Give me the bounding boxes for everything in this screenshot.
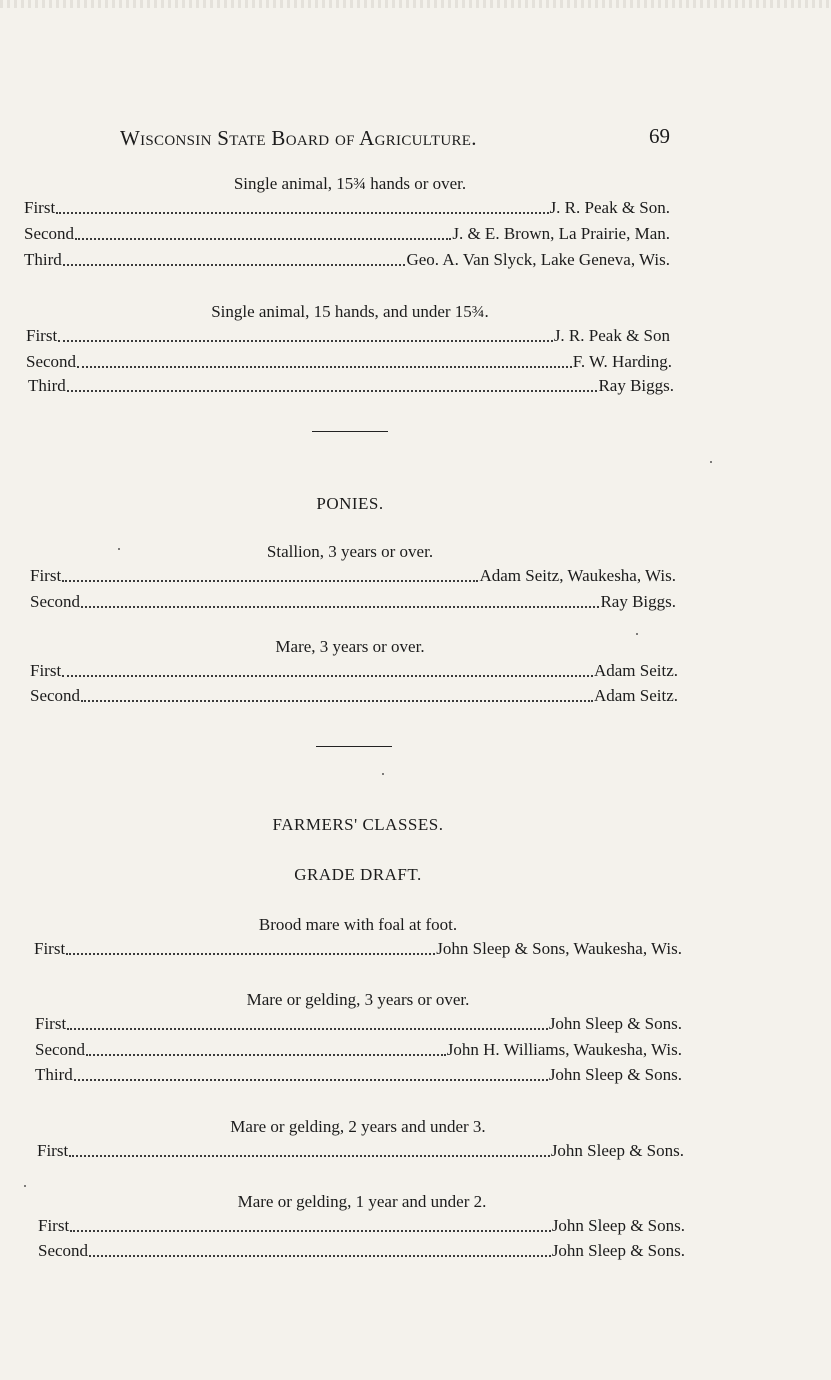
place-label: Second <box>30 686 81 705</box>
result-row <box>24 250 670 272</box>
class-subhead: Mare, 3 years or over. <box>275 637 425 656</box>
scan-edge-noise <box>0 0 831 8</box>
result-row <box>30 686 678 708</box>
result-row <box>38 1216 685 1238</box>
result-row <box>35 1065 682 1087</box>
place-label: Second <box>35 1040 86 1059</box>
dot-leader <box>58 326 553 342</box>
result-row <box>38 1241 685 1263</box>
class-subhead: Single animal, 15¾ hands or over. <box>233 174 467 193</box>
section-divider <box>316 746 392 747</box>
dot-leader <box>62 661 593 677</box>
winner-name: Ray Biggs. <box>600 592 676 611</box>
winner-name: John H. Williams, Waukesha, Wis. <box>446 1040 682 1059</box>
scan-speck <box>382 773 384 775</box>
result-row <box>37 1141 684 1163</box>
winner-name: Adam Seitz, Waukesha, Wis. <box>479 566 676 585</box>
result-row <box>30 661 678 683</box>
section-divider <box>312 431 388 432</box>
place-label: First <box>30 566 62 585</box>
section-subheading-grade-draft: GRADE DRAFT. <box>294 865 422 884</box>
class-subhead: Mare or gelding, 2 years and under 3. <box>230 1117 486 1136</box>
winner-name: Adam Seitz. <box>593 686 678 705</box>
scan-speck <box>710 461 712 463</box>
place-label: First <box>35 1014 67 1033</box>
dot-leader <box>75 224 451 240</box>
dot-leader <box>81 592 599 608</box>
winner-name: Ray Biggs. <box>598 376 674 395</box>
place-label: First <box>26 326 58 345</box>
result-row <box>30 592 676 614</box>
dot-leader <box>74 1065 548 1081</box>
result-row <box>35 1040 682 1062</box>
winner-name: John Sleep & Sons. <box>548 1014 682 1033</box>
place-label: Second <box>24 224 75 243</box>
section-heading-ponies: PONIES. <box>316 494 384 513</box>
winner-name: Geo. A. Van Slyck, Lake Geneva, Wis. <box>406 250 670 269</box>
winner-name: John Sleep & Sons, Waukesha, Wis. <box>436 939 682 958</box>
dot-leader <box>67 1014 548 1030</box>
result-row <box>28 376 674 398</box>
winner-name: J. R. Peak & Son. <box>549 198 670 217</box>
dot-leader <box>67 376 598 392</box>
place-label: Third <box>24 250 62 269</box>
result-row <box>26 352 672 374</box>
class-subhead: Single animal, 15 hands, and under 15¾. <box>211 302 489 321</box>
winner-name: J. & E. Brown, La Prairie, Man. <box>452 224 670 243</box>
place-label: Third <box>28 376 66 395</box>
dot-leader <box>62 566 478 582</box>
dot-leader <box>70 1216 551 1232</box>
place-label: Second <box>26 352 77 371</box>
place-label: Third <box>35 1065 73 1084</box>
page-number: 69 <box>649 124 670 148</box>
winner-name: John Sleep & Sons. <box>551 1216 685 1235</box>
place-label: First <box>38 1216 70 1235</box>
winner-name: John Sleep & Sons. <box>548 1065 682 1084</box>
section-heading-farmers-classes: FARMERS' CLASSES. <box>272 815 444 834</box>
scan-speck <box>118 548 120 550</box>
place-label: Second <box>30 592 81 611</box>
place-label: First <box>34 939 66 958</box>
winner-name: F. W. Harding. <box>572 352 672 371</box>
page-header <box>120 126 670 156</box>
place-label: Second <box>38 1241 89 1260</box>
scan-speck <box>636 633 638 635</box>
scan-speck <box>24 1185 26 1187</box>
class-subhead: Stallion, 3 years or over. <box>266 542 434 561</box>
dot-leader <box>63 250 406 266</box>
result-row <box>34 939 682 961</box>
winner-name: J. R. Peak & Son <box>553 326 670 345</box>
class-subhead: Mare or gelding, 3 years or over. <box>246 990 470 1009</box>
dot-leader <box>81 686 593 702</box>
result-row <box>35 1014 682 1036</box>
dot-leader <box>56 198 548 214</box>
place-label: First <box>30 661 62 680</box>
result-row <box>26 326 670 348</box>
winner-name: John Sleep & Sons. <box>550 1141 684 1160</box>
place-label: First <box>24 198 56 217</box>
winner-name: Adam Seitz. <box>593 661 678 680</box>
dot-leader <box>89 1241 551 1257</box>
class-subhead: Brood mare with foal at foot. <box>258 915 458 934</box>
result-row <box>24 198 670 220</box>
result-row <box>30 566 676 588</box>
dot-leader <box>66 939 435 955</box>
class-subhead: Mare or gelding, 1 year and under 2. <box>237 1192 487 1211</box>
result-row <box>24 224 670 246</box>
place-label: First <box>37 1141 69 1160</box>
dot-leader <box>86 1040 446 1056</box>
running-title: Wisconsin State Board of Agriculture. <box>120 126 477 150</box>
dot-leader <box>69 1141 550 1157</box>
dot-leader <box>77 352 572 368</box>
winner-name: John Sleep & Sons. <box>551 1241 685 1260</box>
